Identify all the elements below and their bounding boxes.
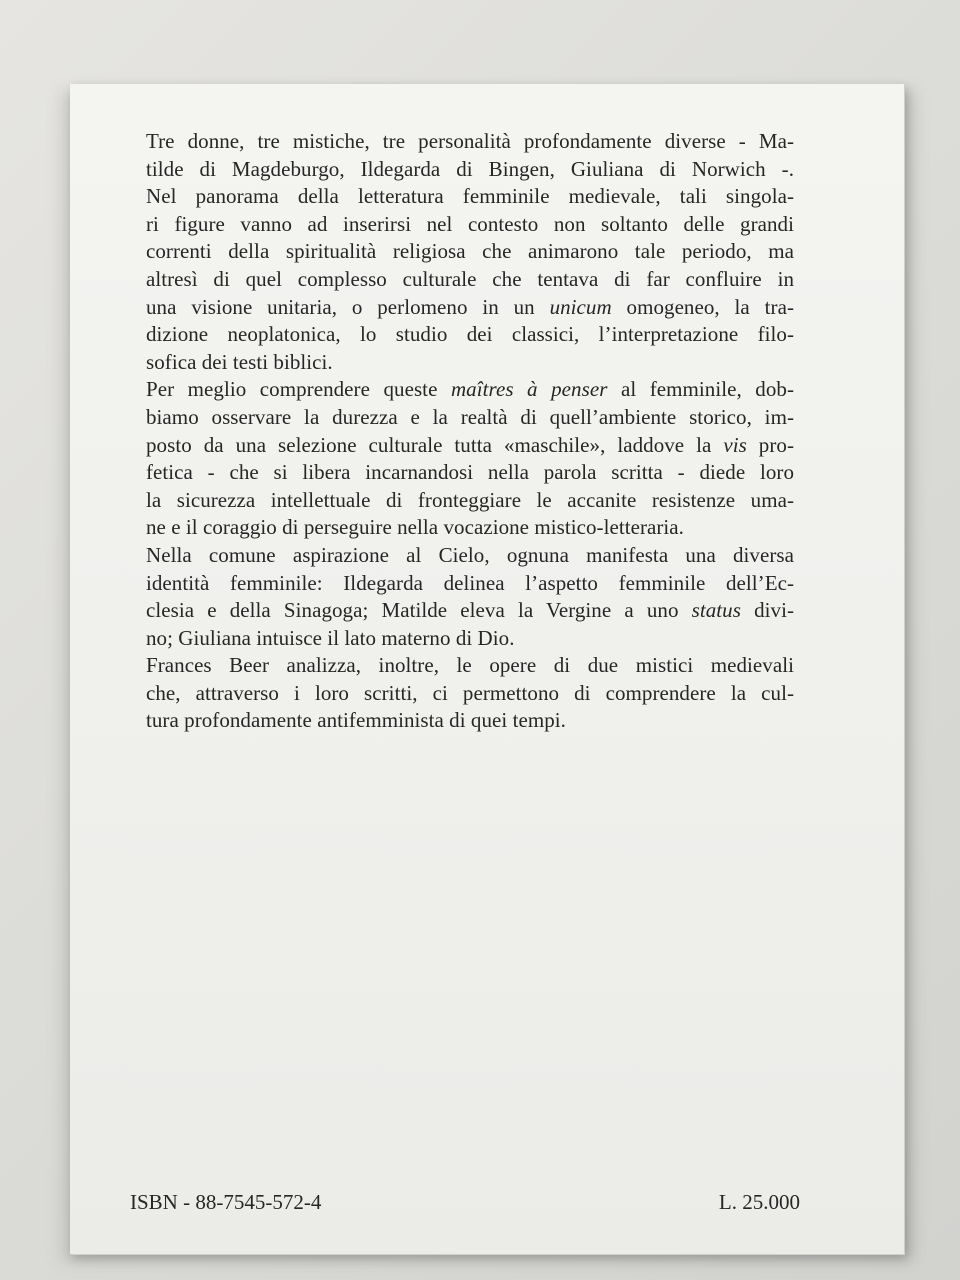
blurb-line	[146, 238, 794, 266]
blurb-segment: omogeneo, la tra-	[611, 294, 794, 319]
blurb-line	[146, 211, 794, 239]
blurb-line	[146, 597, 794, 625]
blurb-line	[146, 156, 794, 184]
blurb-segment: Per meglio comprendere queste	[146, 377, 451, 402]
blurb-segment: clesia e della Sinagoga; Matilde eleva la Vergine a uno	[146, 598, 692, 623]
blurb-segment: identità femminile: Ildegarda delinea l’aspetto femminile dell’Ec-	[146, 570, 794, 595]
blurb-line	[146, 680, 794, 708]
blurb-segment: Nel panorama della letteratura femminile medievale, tali singola-	[146, 184, 794, 209]
italic-term: unicum	[549, 294, 612, 319]
isbn-code: ISBN - 88-7545-572-4	[130, 1190, 322, 1214]
blurb-line	[146, 625, 794, 653]
blurb-line	[146, 514, 794, 542]
blurb-segment: altresì di quel complesso culturale che tentava di far confluire in	[146, 266, 794, 291]
blurb-line	[146, 266, 794, 294]
blurb-line	[146, 652, 794, 680]
blurb-line	[146, 376, 794, 404]
blurb-line	[146, 294, 794, 322]
blurb-segment: tura profondamente antifemminista di quei tempi.	[146, 708, 566, 733]
blurb-text	[146, 128, 794, 735]
blurb-segment: una visione unitaria, o perlomeno in un	[146, 294, 550, 319]
italic-term: maîtres à penser	[450, 377, 608, 402]
blurb-segment: dizione neoplatonica, lo studio dei classici, l’interpretazione filo-	[146, 322, 794, 347]
blurb-segment: tilde di Magdeburgo, Ildegarda di Bingen, Giuliana di Norwich -.	[146, 156, 794, 181]
blurb-line	[146, 487, 794, 515]
blurb-line	[146, 570, 794, 598]
blurb-segment: Frances Beer analizza, inoltre, le opere di due mistici medievali	[146, 653, 794, 678]
price-label: L. 25.000	[718, 1190, 800, 1214]
blurb-line	[146, 183, 794, 211]
blurb-segment: posto da una selezione culturale tutta «maschile», laddove la	[146, 432, 724, 457]
blurb-line	[146, 432, 794, 460]
blurb-line	[146, 707, 794, 735]
blurb-line	[146, 349, 794, 377]
blurb-segment: Nella comune aspirazione al Cielo, ognuna manifesta una diversa	[146, 542, 794, 567]
blurb-segment: ri figure vanno ad inserirsi nel contesto non soltanto delle grandi	[146, 211, 794, 236]
blurb-segment: biamo osservare la durezza e la realtà di quell’ambiente storico, im-	[146, 404, 794, 429]
blurb-segment: al femminile, dob-	[607, 377, 794, 402]
blurb-segment: Tre donne, tre mistiche, tre personalità profondamente diverse - Ma-	[146, 129, 794, 153]
blurb-segment: la sicurezza intellettuale di fronteggiare le accanite resistenze uma-	[146, 487, 794, 512]
blurb-line	[146, 128, 794, 156]
italic-term: vis	[723, 432, 747, 457]
blurb-segment: sofica dei testi biblici.	[146, 349, 333, 374]
blurb-segment: no; Giuliana intuisce il lato materno di Dio.	[146, 625, 515, 650]
blurb-segment: divi-	[740, 598, 794, 623]
blurb-line	[146, 542, 794, 570]
blurb-line	[146, 321, 794, 349]
blurb-line	[146, 404, 794, 432]
blurb-line	[146, 459, 794, 487]
italic-term: status	[691, 598, 741, 623]
blurb-segment: fetica - che si libera incarnandosi nella parola scritta - diede loro	[146, 460, 794, 485]
blurb-segment: ne e il coraggio di perseguire nella vocazione mistico-letteraria.	[146, 515, 684, 540]
blurb-segment: correnti della spiritualità religiosa che animarono tale periodo, ma	[146, 239, 794, 264]
blurb-segment: che, attraverso i loro scritti, ci permettono di comprendere la cul-	[146, 680, 794, 705]
blurb-segment: pro-	[746, 432, 794, 457]
